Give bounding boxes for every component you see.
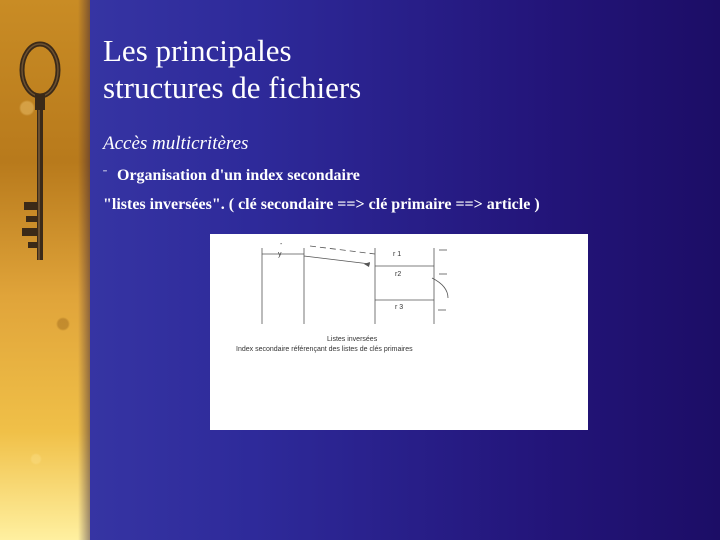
bullet-item xyxy=(103,167,360,185)
diagram-drawing xyxy=(210,234,588,430)
index-mark-2: y xyxy=(278,251,282,258)
slide-title xyxy=(103,32,703,106)
label-r1: r 1 xyxy=(393,251,402,258)
figure-caption-2: Index secondaire référençant des listes de clés primaires xyxy=(236,346,413,353)
label-r3: r 3 xyxy=(395,304,404,311)
section-subtitle: Accès multicritères xyxy=(103,133,249,154)
figure-caption-1: Listes inversées xyxy=(327,336,378,343)
title-line-2: structures de fichiers xyxy=(103,70,362,105)
pointer-dashed xyxy=(310,246,375,254)
diamond-bullet-icon: ¨ xyxy=(103,167,107,181)
title-line-1: Les principales xyxy=(103,33,292,68)
antique-key-icon xyxy=(0,20,90,280)
pointer-solid xyxy=(304,256,370,264)
label-r2: r2 xyxy=(395,271,402,278)
inverted-lists-diagram xyxy=(210,234,588,430)
bullet-text: Organisation d'un index secondaire xyxy=(117,167,360,184)
arrowhead-1 xyxy=(364,262,370,267)
body-text: "listes inversées". ( clé secondaire ==> clé primaire ==> article ) xyxy=(103,196,540,213)
index-mark-1: - xyxy=(280,241,283,248)
